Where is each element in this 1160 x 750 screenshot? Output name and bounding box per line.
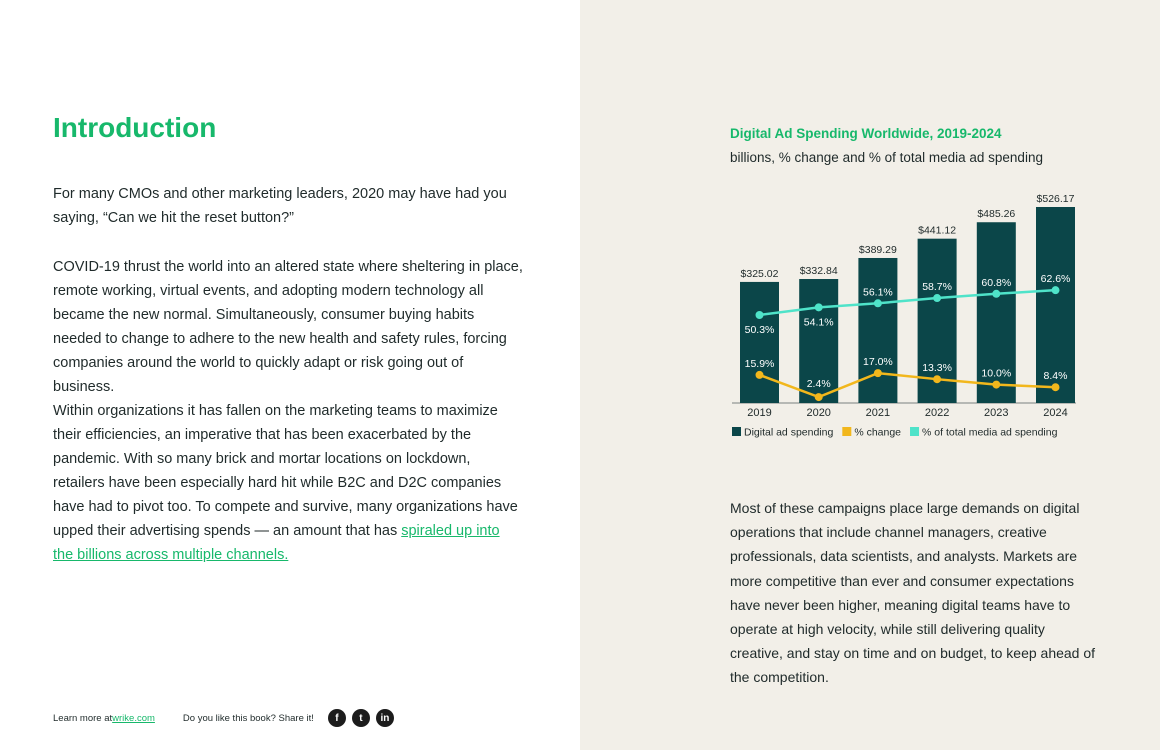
- campaigns-paragraph: Most of these campaigns place large demands on digital operations that include channel managers, creative professionals, data scientists, and analysts. Markets are more competitive than ever and consumer expectations have never been higher, meaning digital teams have to operate at high velocity, while still delivering quality creative, and stay on time and on budget, to keep ahead of the competition.: [730, 500, 1096, 686]
- linkedin-icon[interactable]: in: [376, 709, 394, 727]
- bar-value-label: $485.26: [977, 208, 1016, 221]
- share-text: Do you like this book? Share it!: [182, 712, 314, 724]
- x-tick-label: 2021: [865, 407, 891, 419]
- x-tick-label: 2024: [1043, 407, 1068, 419]
- legend-swatch: [732, 427, 741, 436]
- chart-title: Digital Ad Spending Worldwide, 2019-2024: [730, 126, 1002, 141]
- change-label: 17.0%: [863, 356, 893, 369]
- ad-spending-chart: [730, 180, 1090, 450]
- x-tick-label: 2020: [806, 407, 831, 419]
- share-point: [1052, 286, 1060, 294]
- legend-swatch: [842, 427, 851, 436]
- bar-value-label: $526.17: [1036, 193, 1075, 205]
- facebook-icon[interactable]: f: [328, 709, 346, 727]
- intro-paragraph-3: [53, 399, 523, 567]
- change-label: 15.9%: [744, 357, 775, 370]
- bar-value-label: $325.02: [740, 267, 779, 280]
- x-tick-label: 2023: [984, 407, 1009, 419]
- change-point: [992, 381, 1000, 389]
- share-label: 54.1%: [803, 316, 834, 329]
- share-point: [992, 290, 1000, 298]
- bar-value-label: $332.84: [799, 265, 838, 278]
- change-label: 8.4%: [1043, 370, 1068, 383]
- intro-paragraph-3-text: Within organizations it has fallen on the marketing teams to maximize their efficiencies, an imperative that has been exacerbated by the pandemic. With so many brick and mortar locations on lockdown, retailers have been especially hard hit while B2C and D2C companies have had to pivot too. To compete and survive, many organizations have upped their advertising spends — an amount that has: [53, 403, 518, 539]
- share-point: [933, 294, 941, 302]
- bar-value-label: $441.12: [918, 224, 957, 237]
- legend-label: % change: [854, 426, 902, 439]
- legend-label: Digital ad spending: [744, 426, 834, 439]
- change-label: 2.4%: [806, 378, 831, 391]
- page-title: Introduction: [53, 112, 217, 143]
- change-point: [815, 393, 823, 401]
- x-tick-label: 2022: [924, 407, 950, 419]
- intro-paragraph-2: COVID-19 thrust the world into an altered state where sheltering in place, remote working, virtual events, and adopting modern technology all became the new normal. Simultaneously, consumer buying habits needed to change to adhere to the new health and safety rules, forcing companies around the world to quickly adapt or risk going out of business.: [53, 259, 523, 395]
- share-label: 60.8%: [981, 276, 1012, 289]
- billions-link[interactable]: spiraled up into the billions across multiple channels.: [53, 523, 500, 563]
- twitter-icon[interactable]: t: [352, 709, 370, 727]
- share-point: [815, 303, 823, 311]
- change-point: [756, 371, 764, 379]
- wrike-link[interactable]: wrike.com: [112, 712, 155, 724]
- change-point: [1052, 383, 1060, 391]
- share-point: [756, 311, 764, 319]
- change-label: 10.0%: [981, 367, 1012, 380]
- share-label: 58.7%: [922, 281, 952, 294]
- legend-swatch: [910, 427, 919, 436]
- change-point: [874, 369, 882, 377]
- legend-label: % of total media ad spending: [922, 426, 1058, 439]
- chart-subtitle: billions, % change and % of total media ad spending: [730, 150, 1043, 165]
- right-panel: [580, 0, 1160, 750]
- footer: [53, 708, 394, 728]
- bar-2021: [858, 258, 897, 403]
- social-icons: [328, 709, 394, 727]
- change-label: 13.3%: [922, 362, 952, 375]
- share-label: 62.6%: [1040, 273, 1071, 286]
- change-point: [933, 375, 941, 383]
- bar-2019: [740, 282, 779, 403]
- intro-paragraph-1: For many CMOs and other marketing leaders, 2020 may have had you saying, “Can we hit the reset button?”: [53, 186, 507, 226]
- share-label: 50.3%: [744, 324, 775, 336]
- learn-more-text: Learn more at: [53, 712, 113, 724]
- bar-value-label: $389.29: [858, 243, 897, 256]
- x-tick-label: 2019: [747, 407, 772, 419]
- share-label: 56.1%: [863, 286, 893, 299]
- share-point: [874, 299, 882, 307]
